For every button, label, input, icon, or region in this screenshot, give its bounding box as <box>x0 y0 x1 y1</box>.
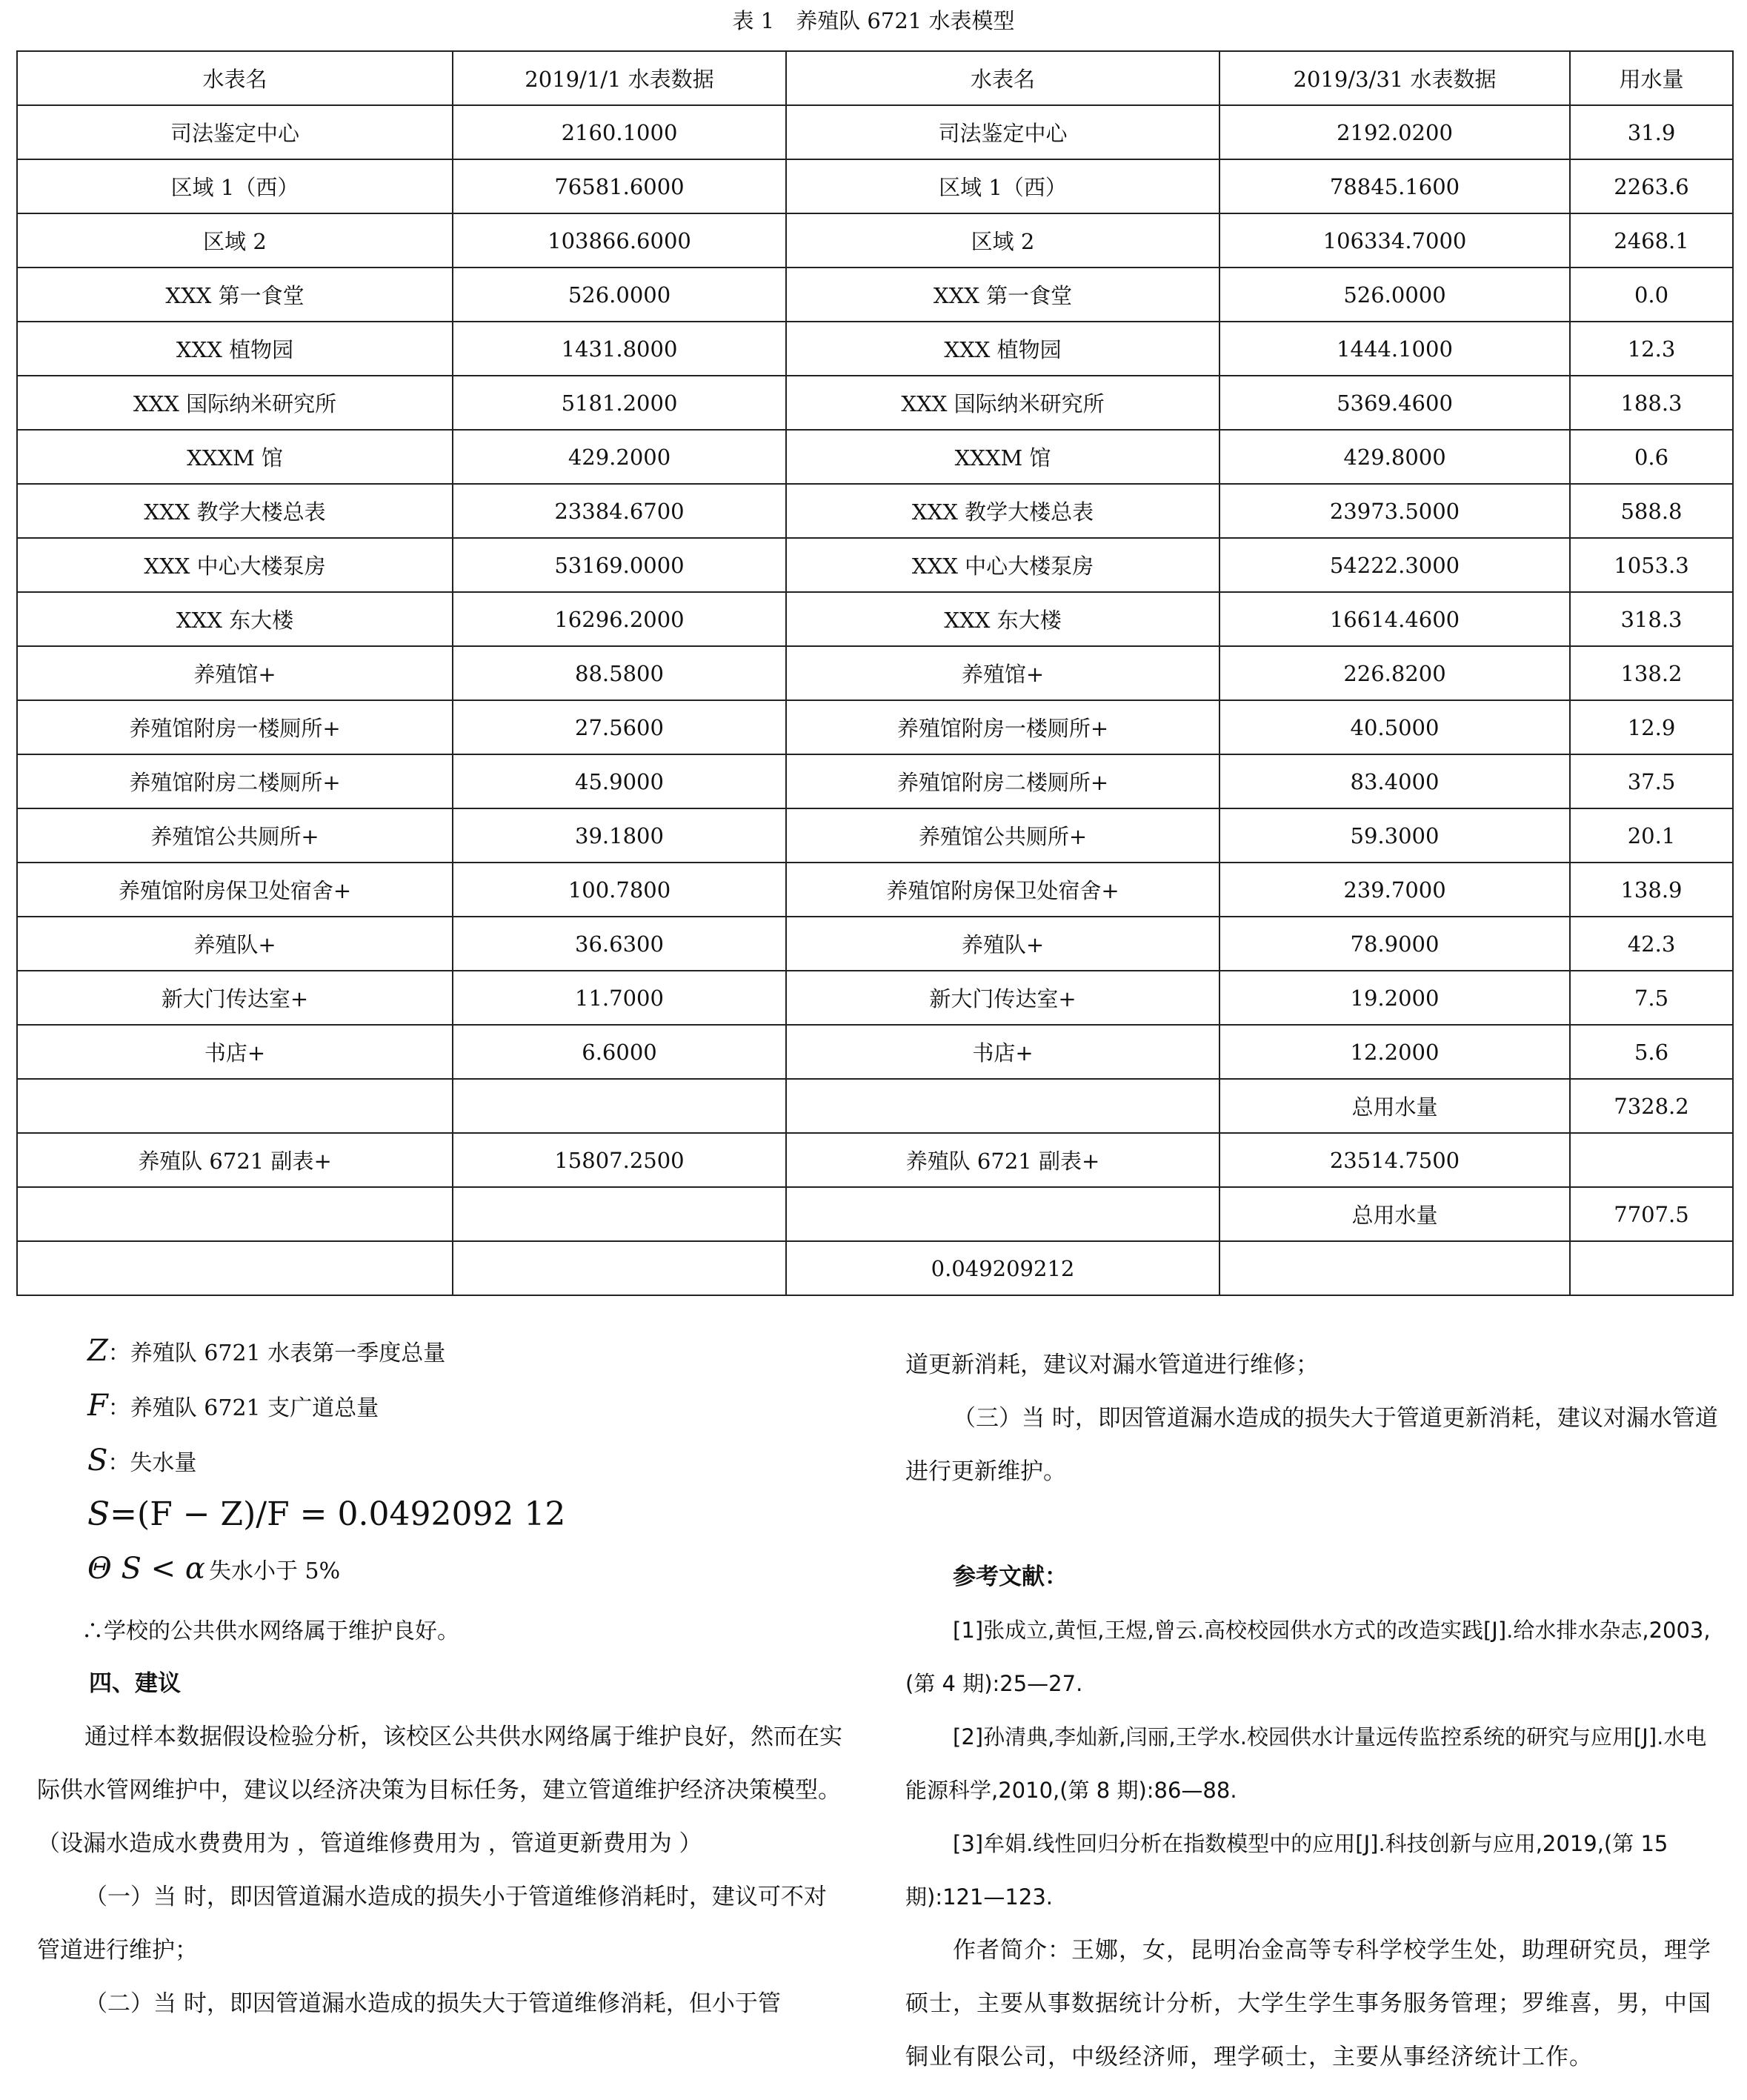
table-cell: 养殖馆附房二楼厕所+ <box>786 754 1219 808</box>
table-cell: 新大门传达室+ <box>786 971 1219 1025</box>
reference-item: [3]牟娟.线性回归分析在指数模型中的应用[J].科技创新与应用,2019,(第 15 期):121—123. <box>905 1831 1668 1910</box>
s-definition <box>87 1443 196 1478</box>
table-cell: 新大门传达室+ <box>17 971 453 1025</box>
header-cell: 2019/3/31 水表数据 <box>1219 51 1570 105</box>
table-cell: 12.2000 <box>1219 1025 1570 1079</box>
table-cell: 11.7000 <box>453 971 786 1025</box>
table-cell: XXX 国际纳米研究所 <box>786 376 1219 430</box>
table-cell: XXX 第一食堂 <box>17 268 453 322</box>
table-row <box>17 592 1733 646</box>
table-cell: 7328.2 <box>1570 1079 1733 1133</box>
table-cell: 1444.1000 <box>1219 322 1570 376</box>
table-cell: 养殖馆公共厕所+ <box>786 808 1219 863</box>
z-text: ：养殖队 6721 水表第一季度总量 <box>107 1340 446 1366</box>
table-cell: 司法鉴定中心 <box>17 105 453 159</box>
table-row <box>17 1079 1733 1133</box>
table-cell: 12.3 <box>1570 322 1733 376</box>
loss-formula <box>87 1495 565 1533</box>
table-cell: 588.8 <box>1570 484 1733 538</box>
table-cell: 23514.7500 <box>1219 1133 1570 1187</box>
table-cell: 27.5600 <box>453 700 786 754</box>
table-cell: 0.049209212 <box>786 1241 1219 1295</box>
table-cell: 31.9 <box>1570 105 1733 159</box>
table-cell: 19.2000 <box>1219 971 1570 1025</box>
table-cell: 37.5 <box>1570 754 1733 808</box>
table-cell: 养殖馆附房一楼厕所+ <box>17 700 453 754</box>
table-cell: 0.0 <box>1570 268 1733 322</box>
condition-expr: Θ S < α <box>87 1552 205 1586</box>
table-cell: 养殖馆公共厕所+ <box>17 808 453 863</box>
table-cell: 226.8200 <box>1219 646 1570 700</box>
table-cell: 2468.1 <box>1570 213 1733 268</box>
table-cell: 23384.6700 <box>453 484 786 538</box>
paragraph: 道更新消耗，建议对漏水管道进行维修； <box>905 1352 1319 1378</box>
table-cell: 司法鉴定中心 <box>786 105 1219 159</box>
table-cell: XXX 植物园 <box>786 322 1219 376</box>
table-cell: 12.9 <box>1570 700 1733 754</box>
table-cell: XXX 第一食堂 <box>786 268 1219 322</box>
table-row <box>17 1241 1733 1295</box>
table-row <box>17 376 1733 430</box>
table-cell <box>17 1241 453 1295</box>
table-cell: 53169.0000 <box>453 538 786 592</box>
header-cell: 用水量 <box>1570 51 1733 105</box>
header-cell: 2019/1/1 水表数据 <box>453 51 786 105</box>
table-cell: 养殖馆附房保卫处宿舍+ <box>786 863 1219 917</box>
table-row <box>17 322 1733 376</box>
condition-text: 失水小于 5% <box>208 1558 341 1584</box>
table-cell: 区域 1（西） <box>17 159 453 213</box>
table-cell: 59.3000 <box>1219 808 1570 863</box>
table-row <box>17 538 1733 592</box>
table-cell: 429.8000 <box>1219 430 1570 484</box>
table-header-row <box>17 51 1733 105</box>
table-row <box>17 863 1733 917</box>
table-row <box>17 430 1733 484</box>
table-cell: 养殖队 6721 副表+ <box>786 1133 1219 1187</box>
table-cell: XXX 国际纳米研究所 <box>17 376 453 430</box>
table-cell: 15807.2500 <box>453 1133 786 1187</box>
table-cell <box>17 1079 453 1133</box>
table-row <box>17 1025 1733 1079</box>
table-cell: 7.5 <box>1570 971 1733 1025</box>
z-symbol: Z <box>87 1334 108 1368</box>
table-cell: 103866.6000 <box>453 213 786 268</box>
table-row <box>17 971 1733 1025</box>
table-cell: 养殖馆附房二楼厕所+ <box>17 754 453 808</box>
formula-lhs: S <box>87 1495 110 1533</box>
table-row <box>17 105 1733 159</box>
reference-item: [2]孙清典,李灿新,闫丽,王学水.校园供水计量远传监控系统的研究与应用[J].水电能源科学,2010,(第 8 期):86—88. <box>905 1724 1707 1803</box>
table-cell: 区域 2 <box>786 213 1219 268</box>
table-cell: 5.6 <box>1570 1025 1733 1079</box>
paragraph: （二）当 时，即因管道漏水造成的损失大于管道维修消耗，但小于管 <box>84 1990 781 2017</box>
table-cell: XXX 东大楼 <box>17 592 453 646</box>
table-cell: 88.5800 <box>453 646 786 700</box>
table-row <box>17 917 1733 971</box>
table-cell: 养殖馆+ <box>786 646 1219 700</box>
table-cell: 78.9000 <box>1219 917 1570 971</box>
table-cell: 76581.6000 <box>453 159 786 213</box>
table-cell: 45.9000 <box>453 754 786 808</box>
table-cell: XXX 教学大楼总表 <box>17 484 453 538</box>
table-caption: 表 1 养殖队 6721 水表模型 <box>732 8 1015 33</box>
table-cell: 239.7000 <box>1219 863 1570 917</box>
table-cell: 54222.3000 <box>1219 538 1570 592</box>
table-cell: 书店+ <box>17 1025 453 1079</box>
table-cell: 526.0000 <box>1219 268 1570 322</box>
table-cell: 养殖队+ <box>17 917 453 971</box>
table-cell <box>17 1187 453 1241</box>
table-row <box>17 700 1733 754</box>
table-cell: 526.0000 <box>453 268 786 322</box>
table-cell: 养殖队+ <box>786 917 1219 971</box>
table-cell: XXX 东大楼 <box>786 592 1219 646</box>
paragraph: （一）当 时，即因管道漏水造成的损失小于管道维修消耗时，建议可不对管道进行维护； <box>37 1884 827 1964</box>
table-cell: 83.4000 <box>1219 754 1570 808</box>
table-row <box>17 213 1733 268</box>
table-row <box>17 754 1733 808</box>
table-cell: 2192.0200 <box>1219 105 1570 159</box>
table-cell: 1431.8000 <box>453 322 786 376</box>
condition <box>87 1552 340 1586</box>
table-cell: XXXM 馆 <box>17 430 453 484</box>
table-cell: 书店+ <box>786 1025 1219 1079</box>
table-cell: 23973.5000 <box>1219 484 1570 538</box>
table-cell: 5369.4600 <box>1219 376 1570 430</box>
z-definition <box>87 1334 445 1368</box>
table-cell: 2160.1000 <box>453 105 786 159</box>
table-cell: 养殖馆附房保卫处宿舍+ <box>17 863 453 917</box>
table-cell: 养殖队 6721 副表+ <box>17 1133 453 1187</box>
table-cell: 养殖馆附房一楼厕所+ <box>786 700 1219 754</box>
table-cell: 106334.7000 <box>1219 213 1570 268</box>
right-column <box>905 1338 1728 2084</box>
reference-item: [1]张成立,黄恒,王煜,曾云.高校校园供水方式的改造实践[J].给水排水杂志,2003,(第 4 期):25—27. <box>905 1618 1711 1696</box>
table-cell: 188.3 <box>1570 376 1733 430</box>
table-cell: 138.9 <box>1570 863 1733 917</box>
table-cell: 78845.1600 <box>1219 159 1570 213</box>
table-cell: 5181.2000 <box>453 376 786 430</box>
table-cell: XXX 中心大楼泵房 <box>17 538 453 592</box>
section-heading: 四、建议 <box>89 1670 181 1697</box>
table-cell: 总用水量 <box>1219 1079 1570 1133</box>
table-cell: 6.6000 <box>453 1025 786 1079</box>
table-cell: 42.3 <box>1570 917 1733 971</box>
f-text: ：养殖队 6721 支广道总量 <box>107 1395 379 1421</box>
table-cell <box>786 1187 1219 1241</box>
table-cell: 1053.3 <box>1570 538 1733 592</box>
table-cell: 318.3 <box>1570 592 1733 646</box>
table-row <box>17 159 1733 213</box>
f-symbol: F <box>87 1389 108 1423</box>
table-cell: 养殖馆+ <box>17 646 453 700</box>
table-cell: XXX 植物园 <box>17 322 453 376</box>
table-row <box>17 268 1733 322</box>
table-cell <box>453 1241 786 1295</box>
table-cell <box>1219 1241 1570 1295</box>
table-cell <box>453 1079 786 1133</box>
table-row <box>17 808 1733 863</box>
table-cell <box>1570 1241 1733 1295</box>
table-row <box>17 484 1733 538</box>
header-cell: 水表名 <box>17 51 453 105</box>
table-cell: 2263.6 <box>1570 159 1733 213</box>
water-meter-table <box>16 50 1734 1296</box>
table-cell: 40.5000 <box>1219 700 1570 754</box>
s-symbol: S <box>87 1443 108 1478</box>
table-cell: XXX 中心大楼泵房 <box>786 538 1219 592</box>
paragraph: 通过样本数据假设检验分析，该校区公共供水网络属于维护良好，然而在实际供水管网维护中，建议以经济决策为目标任务，建立管道维护经济决策模型。（设漏水造成水费费用为 ，管道维修费用为 ，管道更新费用为 ） <box>37 1724 842 1857</box>
table-cell: 16296.2000 <box>453 592 786 646</box>
s-text: ：失水量 <box>107 1450 197 1476</box>
table-cell: 20.1 <box>1570 808 1733 863</box>
paragraph: （三）当 时，即因管道漏水造成的损失大于管道更新消耗，建议对漏水管道进行更新维护。 <box>905 1405 1718 1485</box>
table-cell: 7707.5 <box>1570 1187 1733 1241</box>
f-definition <box>87 1389 379 1423</box>
formula-rhs: =(F − Z)/F = 0.0492092 12 <box>110 1495 566 1533</box>
table-cell: 100.7800 <box>453 863 786 917</box>
table-cell: 138.2 <box>1570 646 1733 700</box>
table-cell: 39.1800 <box>453 808 786 863</box>
table-cell <box>786 1079 1219 1133</box>
table-cell: 0.6 <box>1570 430 1733 484</box>
table-cell: 36.6300 <box>453 917 786 971</box>
table-cell: 区域 1（西） <box>786 159 1219 213</box>
table-cell <box>453 1187 786 1241</box>
conclusion: ∴学校的公共供水网络属于维护良好。 <box>81 1618 459 1644</box>
author-bio: 作者简介：王娜，女，昆明冶金高等专科学校学生处，助理研究员，理学硕士，主要从事数据统计分析，大学生学生事务服务管理；罗维喜，男，中国铜业有限公司，中级经济师，理学硕士，主要从事经济统计工作。 <box>905 1937 1711 2070</box>
table-cell <box>1570 1133 1733 1187</box>
table-row <box>17 1187 1733 1241</box>
references-heading: 参考文献： <box>953 1564 1068 1590</box>
table-cell: 区域 2 <box>17 213 453 268</box>
table-cell: 总用水量 <box>1219 1187 1570 1241</box>
table-cell: 429.2000 <box>453 430 786 484</box>
table-row <box>17 646 1733 700</box>
header-cell: 水表名 <box>786 51 1219 105</box>
table-cell: XXX 教学大楼总表 <box>786 484 1219 538</box>
table-cell: 16614.4600 <box>1219 592 1570 646</box>
left-column <box>37 1657 845 2030</box>
table-row <box>17 1133 1733 1187</box>
table-cell: XXXM 馆 <box>786 430 1219 484</box>
